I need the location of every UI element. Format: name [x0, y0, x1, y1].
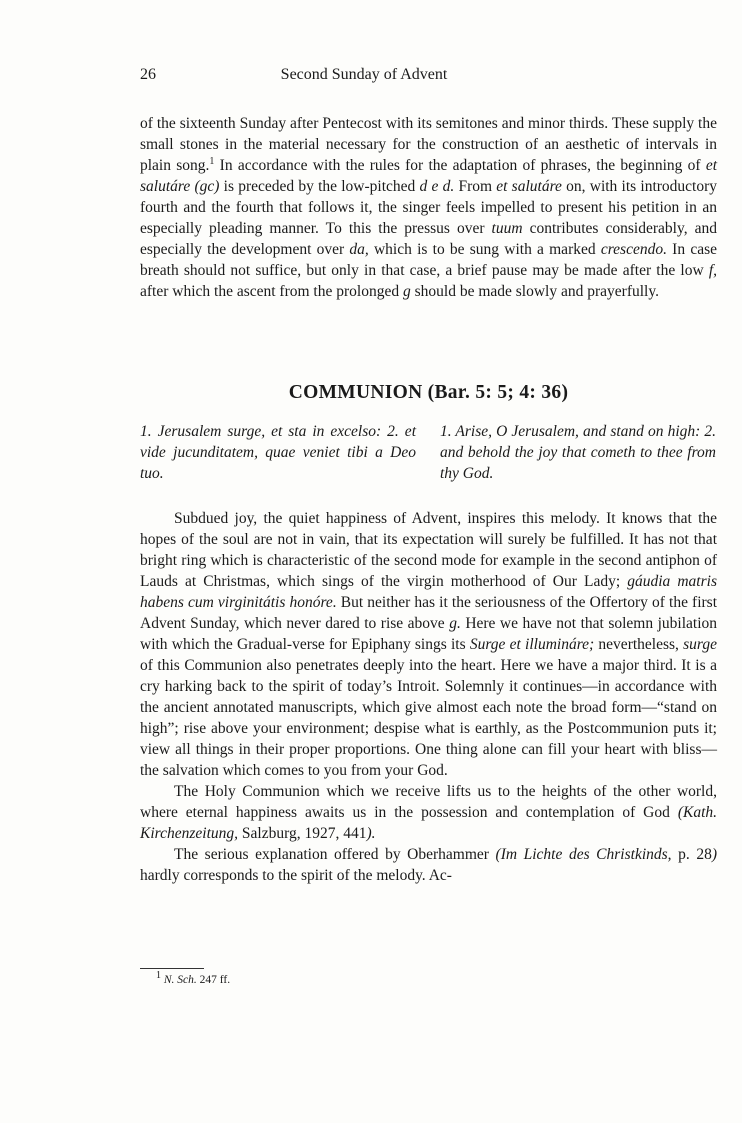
italic-run: da, — [349, 241, 369, 258]
italic-run: d e d. — [419, 178, 455, 195]
paragraph — [140, 781, 717, 844]
chant-text-columns — [140, 421, 717, 491]
footnote-source: N. Sch. — [163, 974, 197, 986]
italic-run: g. — [449, 615, 461, 632]
text-run: Here we have not that solemn jubilation with which the Gradual-verse for Epiphany sings its — [140, 615, 718, 653]
footnote — [156, 970, 231, 986]
text-run: contributes considerably, and especially the development over — [140, 220, 717, 258]
text-run: which is to be sung with a marked — [368, 241, 601, 258]
text-run: hardly corresponds to the spirit of the melody. Ac- — [140, 867, 452, 884]
page-number: 26 — [140, 66, 156, 83]
italic-run: et salutáre (gc) — [140, 157, 717, 195]
text-run: nevertheless, — [594, 636, 684, 653]
italic-run: Surge et illumináre; — [469, 636, 595, 653]
page-header — [140, 66, 588, 88]
commentary — [140, 508, 717, 886]
paragraph — [140, 508, 717, 781]
paragraph — [140, 844, 717, 886]
footnote-ref: 1 — [209, 155, 215, 167]
italic-run: (Im Lichte des Christkinds, — [495, 846, 672, 863]
text-run: The serious explanation offered by Oberhammer — [174, 846, 496, 863]
section-heading: COMMUNION (Bar. 5: 5; 4: 36) — [288, 382, 569, 403]
footnote-divider — [140, 968, 204, 969]
italic-run: crescendo. — [600, 241, 667, 258]
text-run: of the sixteenth Sunday after Pentecost with its semitones and minor thirds. These supply the small stones in the material necessary for the construction of an aesthetic of intervals in plain song. — [140, 115, 717, 174]
text-run: should be made slowly and prayerfully. — [410, 283, 659, 300]
text-run: of this Communion also penetrates deeply into the heart. Here we have a major third. It is a cry harking back to the spirit of today’s Introit. Solemnly it continues—in accordance with the ancient annotated manuscripts, which give almost each note the broad form—“stand on high”; rise above your environment; despise what is earthly, as the Postcommunion puts it; view all things in their proper proportions. One thing alone can fill your heart with bliss—the salvation which comes to you from your God. — [140, 657, 717, 779]
english-translation: 1. Arise, O Jerusalem, and stand on high: 2. and behold the joy that cometh to thee from thy God. — [440, 423, 716, 482]
footnote-pages: 247 ff. — [196, 974, 231, 986]
italic-run: ). — [366, 825, 376, 842]
text-run: The Holy Communion which we receive lifts us to the heights of the other world, where eternal happiness awaits us in the possession and contemplation of God — [140, 783, 717, 821]
italic-run: surge — [683, 636, 717, 653]
italic-run: g — [402, 283, 411, 300]
text-run: on, with its introductory fourth and the fourth that follows it, the singer feels impelled to present his petition in an especially pleading manner. To this the pressus over — [140, 178, 718, 237]
text-run: Salzburg, 1927, 441 — [238, 825, 367, 842]
text-run: is preceded by the low-pitched — [219, 178, 420, 195]
latin-text: 1. Jerusalem surge, et sta in excelso: 2. et vide jucunditatem, quae veniet tibi a Deo tuo. — [140, 423, 416, 482]
footnote-number: 1 — [156, 970, 161, 982]
italic-run: et salutáre — [496, 178, 562, 195]
text-run: In accordance with the rules for the adaptation of phrases, the beginning of — [214, 157, 706, 174]
text-run: Subdued joy, the quiet happiness of Advent, inspires this melody. It knows that the hopes of the soul are not in vain, that its expectation will surely be fulfilled. It has not that bright ring which is characteristic of the second mode for example in the second antiphon of Lauds at Christmas, which sings of the virgin motherhood of Our Lady; — [140, 510, 717, 590]
text-run: p. 28 — [671, 846, 712, 863]
text-run: after which the ascent from the prolonged — [140, 283, 403, 300]
italic-run: f, — [708, 262, 717, 279]
text-run: From — [454, 178, 497, 195]
text-run: But neither has it the seriousness of the Offertory of the first Advent Sunday, which never dared to rise above — [140, 594, 718, 632]
paragraph-continuation — [140, 113, 717, 302]
text-run: In case breath should not suffice, but only in that case, a brief pause may be made after the low — [140, 241, 717, 279]
italic-run: gáudia matris habens cum virginitátis honóre. — [140, 573, 717, 611]
paragraph — [140, 113, 717, 302]
running-title: Second Sunday of Advent — [280, 66, 448, 83]
italic-run: ) — [711, 846, 717, 863]
italic-run: (Kath. Kirchenzeitung, — [140, 804, 717, 842]
italic-run: tuum — [491, 220, 523, 237]
